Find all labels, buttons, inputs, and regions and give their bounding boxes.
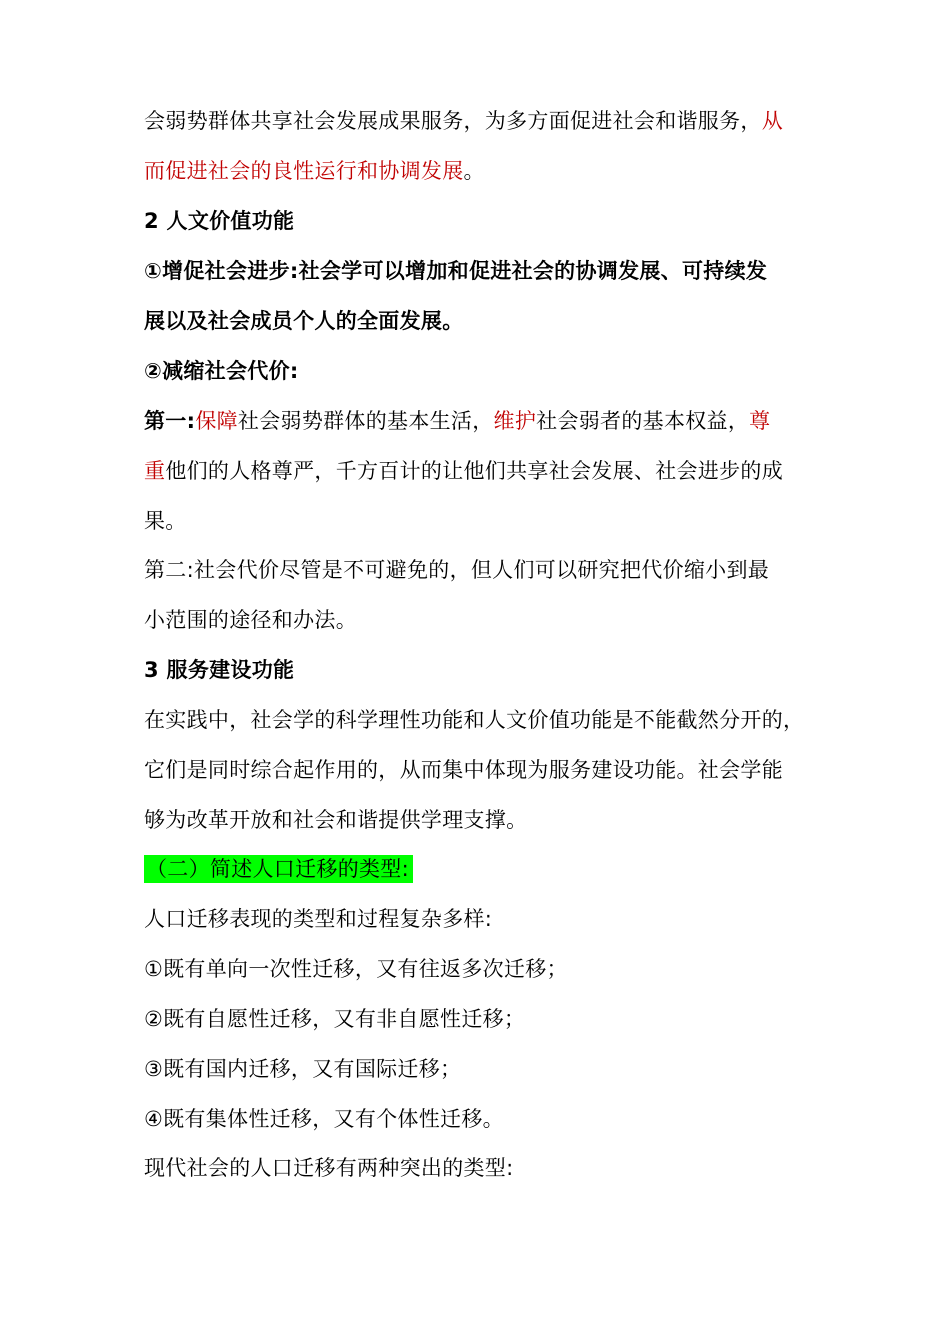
numbered-item: ②既有自愿性迁移，又有非自愿性迁移；	[144, 1007, 526, 1031]
question-heading	[144, 849, 824, 889]
numbered-item: ④既有集体性迁移，又有个体性迁移。	[144, 1107, 504, 1131]
paragraph-line	[144, 151, 824, 191]
paragraph-line: 展以及社会成员个人的全面发展。	[144, 309, 464, 333]
paragraph-line: 人口迁移表现的类型和过程复杂多样:	[144, 907, 493, 931]
numbered-item: ①增促社会进步:社会学可以增加和促进社会的协调发展、可持续发	[144, 259, 768, 283]
emphasis-text: 维护	[493, 409, 537, 433]
paragraph-line: 够为改革开放和社会和谐提供学理支撑。	[144, 808, 528, 832]
paragraph-line: 第二:社会代价尽管是不可避免的，但人们可以研究把代价缩小到最	[144, 558, 770, 582]
text-run: 社会弱者的基本权益，	[536, 409, 750, 433]
paragraph-line	[144, 401, 824, 441]
section-heading: 2 人文价值功能	[144, 209, 295, 233]
emphasis-text: 而促进社会的良性运行和协调发展	[144, 159, 464, 183]
emphasis-text: 保障	[195, 409, 238, 433]
numbered-item: ②减缩社会代价:	[144, 359, 299, 383]
numbered-item: ③既有国内迁移，又有国际迁移；	[144, 1057, 462, 1081]
paragraph-line: 在实践中，社会学的科学理性功能和人文价值功能是不能截然分开的，	[144, 708, 805, 732]
section-heading: 3 服务建设功能	[144, 658, 295, 682]
highlighted-heading: （二）简述人口迁移的类型:	[144, 855, 413, 883]
emphasis-text: 从	[761, 109, 784, 133]
emphasis-text: 重	[144, 459, 166, 483]
text-run: 社会弱势群体的基本生活，	[237, 409, 494, 433]
paragraph-line: 它们是同时综合起作用的，从而集中体现为服务建设功能。社会学能	[144, 758, 783, 782]
text-run: 会弱势群体共享社会发展成果服务，为多方面促进社会和谐服务，	[144, 109, 762, 133]
text-run: 第一:	[144, 409, 196, 433]
paragraph-line	[144, 451, 824, 491]
numbered-item: ①既有单向一次性迁移，又有往返多次迁移；	[144, 957, 568, 981]
paragraph-line: 现代社会的人口迁移有两种突出的类型:	[144, 1156, 514, 1180]
emphasis-text: 尊	[749, 409, 771, 433]
paragraph-line	[144, 101, 824, 141]
paragraph-line: 果。	[144, 509, 187, 533]
text-run: 。	[463, 159, 485, 183]
text-run: 他们的人格尊严，千方百计的让他们共享社会发展、社会进步的成	[165, 459, 784, 483]
paragraph-line: 小范围的途径和办法。	[144, 608, 357, 632]
